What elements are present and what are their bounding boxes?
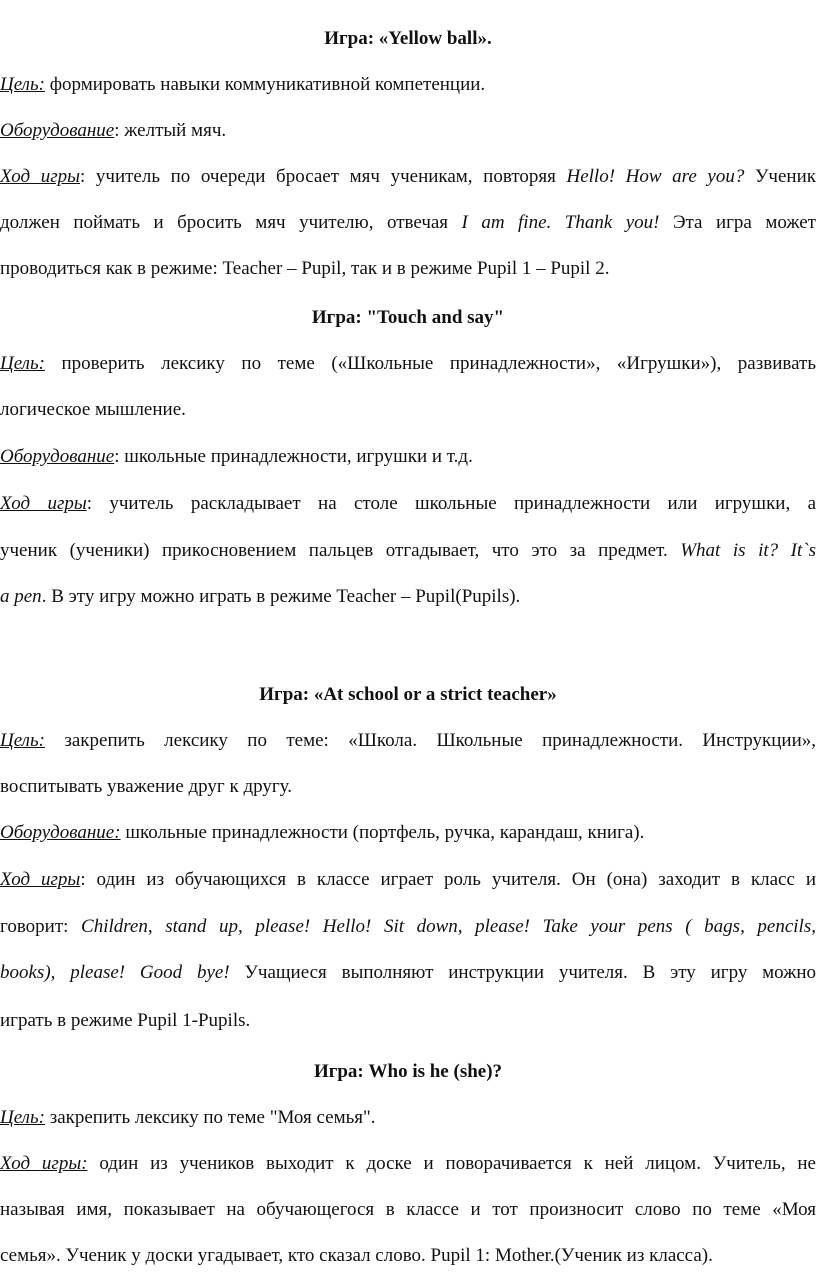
procedure-text: должен поймать и бросить мяч учителю, отвечая (0, 212, 462, 233)
game-3-title: Игра: «At school or a strict teacher» (259, 684, 557, 705)
goal-label: Цель: (0, 353, 45, 374)
game-3-procedure-line-1 (0, 869, 816, 891)
equipment-label: Оборудование: (0, 822, 121, 843)
equipment-text: : школьные принадлежности, игрушки и т.д. (114, 446, 473, 467)
game-1-goal (0, 74, 816, 96)
game-4-title: Игра: Who is he (she)? (313, 1061, 503, 1082)
game-4-procedure-line-3: семья». Ученик у доски угадывает, кто сказал слово. Pupil 1: Mother.(Ученик из класса). (0, 1245, 713, 1266)
game-2-goal-line-2: логическое мышление. (0, 399, 186, 420)
procedure-text: : один из обучающихся в классе играет роль учителя. Он (она) заходит в класс и (80, 869, 816, 890)
procedure-text: Ученик (744, 166, 816, 187)
game-1-procedure-line-1 (0, 166, 816, 188)
goal-text: проверить лексику по теме («Школьные принадлежности», «Игрушки»), развивать (44, 353, 816, 374)
game-1-title: Игра: «Yellow ball». (324, 28, 492, 49)
goal-label: Цель: (0, 74, 45, 95)
procedure-text: Эта игра может (659, 212, 816, 233)
procedure-text: Учащиеся выполняют инструкции учителя. В эту игру можно (229, 962, 816, 983)
game-3-equipment (0, 822, 816, 844)
equipment-label: Оборудование (0, 120, 115, 141)
procedure-label: Ход игры (0, 493, 87, 514)
goal-text: закрепить лексику по теме: «Школа. Школьные принадлежности. Инструкции», (44, 730, 816, 751)
game-4-procedure-line-1 (0, 1153, 816, 1175)
game-2-equipment (0, 446, 816, 468)
game-3-goal-line-1 (0, 730, 816, 752)
game-3-procedure-line-4: играть в режиме Pupil 1-Pupils. (0, 1010, 251, 1031)
procedure-italic: a pen (0, 586, 42, 607)
game-1-procedure-line-3: проводиться как в режиме: Teacher – Pupil, так и в режиме Pupil 1 – Pupil 2. (0, 258, 610, 279)
game-1-procedure-line-2 (0, 212, 816, 234)
equipment-text: : желтый мяч. (114, 120, 227, 141)
procedure-italic: I am fine. Thank you! (461, 212, 660, 233)
game-2-goal-line-1 (0, 353, 816, 375)
goal-label: Цель: (0, 1107, 45, 1128)
procedure-label: Ход игры (0, 166, 80, 187)
procedure-italic: books), please! Good bye! (0, 962, 230, 983)
game-3-goal-line-2: воспитывать уважение друг к другу. (0, 776, 293, 797)
procedure-text: один из учеников выходит к доске и поворачивается к ней лицом. Учитель, не (87, 1153, 816, 1174)
equipment-label: Оборудование (0, 446, 115, 467)
procedure-italic: Children, stand up, please! Hello! Sit down, please! Take your pens ( bags, pencils, (81, 916, 816, 937)
game-4-goal (0, 1107, 816, 1129)
procedure-text: говорит: (0, 916, 82, 937)
game-3-procedure-line-2 (0, 916, 816, 938)
game-2-procedure-line-2 (0, 540, 816, 562)
goal-text: закрепить лексику по теме "Моя семья". (44, 1107, 376, 1128)
game-1-equipment (0, 120, 816, 142)
game-2-procedure-line-1 (0, 493, 816, 515)
game-3-procedure-line-3 (0, 962, 816, 984)
procedure-text: : учитель по очереди бросает мяч ученикам, повторяя (80, 166, 567, 187)
procedure-label: Ход игры: (0, 1153, 88, 1174)
game-4-procedure-line-2: называя имя, показывает на обучающегося в классе и тот произносит слово по теме «Моя (0, 1199, 816, 1220)
goal-text: формировать навыки коммуникативной компетенции. (44, 74, 486, 95)
procedure-italic: What is it? It`s (680, 540, 816, 561)
procedure-label: Ход игры (0, 869, 81, 890)
equipment-text: школьные принадлежности (портфель, ручка, карандаш, книга). (120, 822, 645, 843)
procedure-text: . В эту игру можно играть в режиме Teacher – Pupil(Pupils). (41, 586, 521, 607)
game-2-procedure-line-3 (0, 586, 816, 608)
procedure-text: : учитель раскладывает на столе школьные принадлежности или игрушки, а (86, 493, 816, 514)
goal-label: Цель: (0, 730, 45, 751)
game-2-title: Игра: "Touch and say" (311, 307, 505, 328)
procedure-italic: Hello! How are you? (566, 166, 745, 187)
procedure-text: ученик (ученики) прикосновением пальцев отгадывает, что это за предмет. (0, 540, 681, 561)
